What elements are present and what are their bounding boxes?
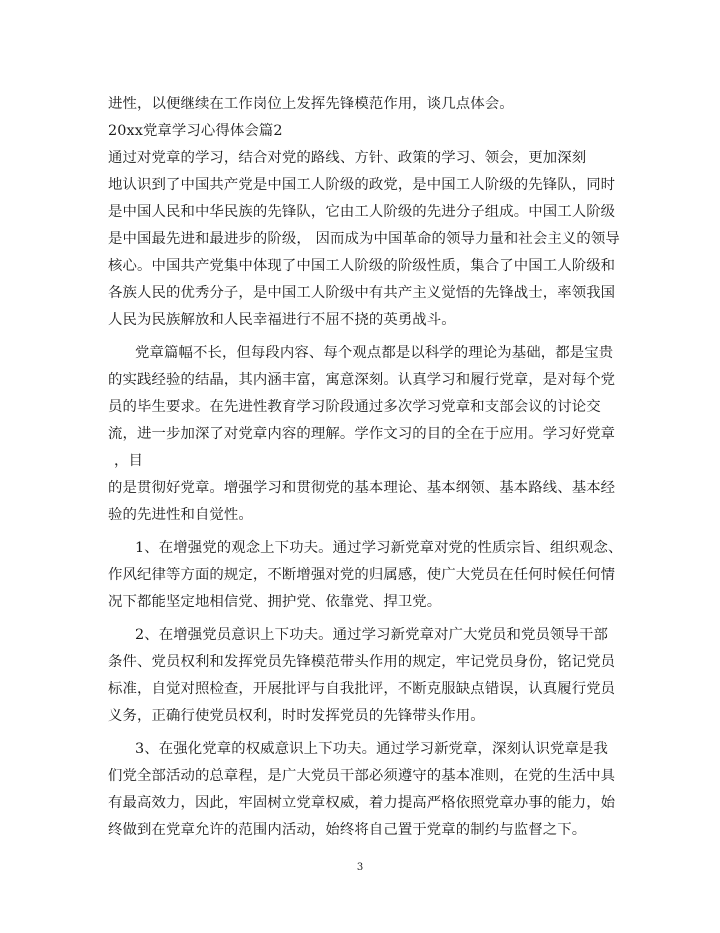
page-number: 3 (356, 862, 364, 873)
text-line: 们党全部活动的总章程，是广大党员干部必须遵守的基本准则，在党的生活中具 (108, 768, 616, 784)
text-line: 是中国人民和中华民族的先锋队，它由工人阶级的先进分子组成。中国工人阶级 (108, 204, 616, 220)
text-line: 地认识到了中国共产党是中国工人阶级的政党，是中国工人阶级的先锋队，同时 (108, 177, 616, 193)
text-line: 通过对党章的学习，结合对党的路线、方针、政策的学习、领会，更加深刻 (108, 150, 587, 166)
text-line: 是中国最先进和最进步的阶级， 因而成为中国革命的领导力量和社会主义的领导 (108, 231, 620, 247)
text-line: 作风纪律等方面的规定，不断增强对党的归属感，使广大党员在任何时候任何情 (108, 567, 616, 583)
section-heading: 20xx党章学习心得体会篇2 (108, 123, 283, 139)
text-line: 人民为民族解放和人民幸福进行不屈不挠的英勇战斗。 (108, 312, 456, 328)
text-line: 3、在强化党章的权威意识上下功夫。通过学习新党章，深刻认识党章是我 (135, 741, 608, 757)
text-line: 条件、党员权利和发挥党员先锋模范带头作用的规定，牢记党员身份，铭记党员 (108, 654, 616, 670)
text-line: 核心。中国共产党集中体现了中国工人阶级的阶级性质，集合了中国工人阶级和 (108, 258, 616, 274)
text-line: 标准，自觉对照检查，开展批评与自我批评，不断克服缺点错误，认真履行党员 (108, 681, 616, 697)
text-line: 的实践经验的结晶，其内涵丰富，寓意深刻。认真学习和履行党章，是对每个党 (108, 372, 616, 388)
text-line: ，目 (114, 453, 143, 469)
text-line: 验的先进性和自觉性。 (108, 507, 253, 523)
text-line: 有最高效力，因此，牢固树立党章权威，着力提高严格依照党章办事的能力，始 (108, 795, 616, 811)
text-line: 义务，正确行使党员权利，时时发挥党员的先锋带头作用。 (108, 708, 485, 724)
text-line: 2、在增强党员意识上下功夫。通过学习新党章对广大党员和党员领导干部 (135, 627, 608, 643)
text-line: 况下都能坚定地相信党、拥护党、依靠党、捍卫党。 (108, 594, 442, 610)
text-line: 党章篇幅不长，但每段内容、每个观点都是以科学的理论为基础，都是宝贵 (135, 345, 614, 361)
text-line: 终做到在党章允许的范围内活动，始终将自己置于党章的制约与监督之下。 (108, 822, 587, 838)
text-line: 员的毕生要求。在先进性教育学习阶段通过多次学习党章和支部会议的讨论交 (108, 399, 601, 415)
text-line: 1、在增强党的观念上下功夫。通过学习新党章对党的性质宗旨、组织观念、 (135, 540, 623, 556)
text-line: 进性，以便继续在工作岗位上发挥先锋模范作用，谈几点体会。 (108, 96, 514, 112)
text-line: 各族人民的优秀分子，是中国工人阶级中有共产主义觉悟的先锋战士，率领我国 (108, 285, 616, 301)
text-line: 的是贯彻好党章。增强学习和贯彻党的基本理论、基本纲领、基本路线、基本经 (108, 480, 616, 496)
text-line: 流，进一步加深了对党章内容的理解。学作文习的目的全在于应用。学习好党章 (108, 426, 616, 442)
